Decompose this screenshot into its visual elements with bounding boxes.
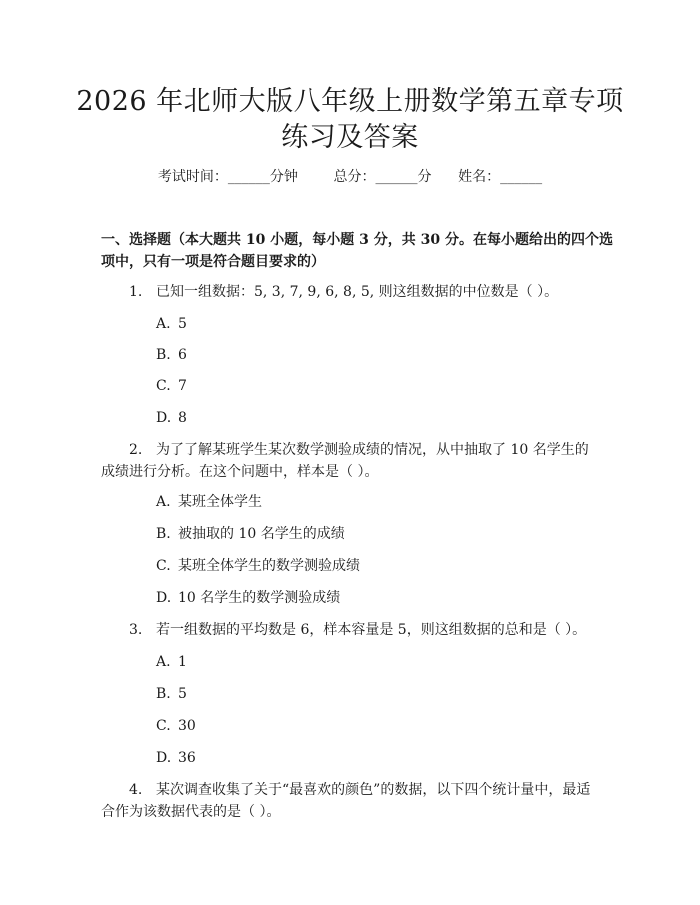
question-text: 为了了解某班学生某次数学测验成绩的情况，从中抽取了 10 名学生的成绩进行分析。在这个问题中，样本是（ ）。: [101, 442, 589, 480]
question-2: [101, 439, 601, 483]
option-1b: B. 6: [156, 347, 187, 363]
score-blank: ______: [375, 169, 418, 185]
option-2d: D. 10 名学生的数学测验成绩: [156, 590, 341, 606]
option-1c: C. 7: [156, 378, 187, 394]
option-1a: A. 5: [156, 316, 187, 332]
score-label: 总分：: [333, 169, 376, 185]
option-3b: B. 5: [156, 686, 187, 702]
question-text: 某次调查收集了关于“最喜欢的颜色”的数据，以下四个统计量中，最适合作为该数据代表的是（ ）。: [101, 782, 591, 820]
option-2c: C. 某班全体学生的数学测验成绩: [156, 558, 360, 574]
option-3a: A. 1: [156, 654, 187, 670]
name-blank: ______: [500, 169, 543, 185]
question-number: 1.: [129, 284, 143, 300]
question-number: 3.: [129, 622, 143, 638]
option-2b: B. 被抽取的 10 名学生的成绩: [156, 526, 345, 542]
page-title-line-2: 练习及答案: [281, 122, 419, 153]
time-blank: ______: [227, 169, 270, 185]
question-4: [101, 779, 601, 823]
option-1d: D. 8: [156, 410, 187, 426]
time-unit: 分钟: [269, 169, 298, 185]
question-number: 4.: [129, 782, 143, 798]
page-title-line-1: 2026 年北师大版八年级上册数学第五章专项: [76, 86, 624, 117]
question-text: 若一组数据的平均数是 6，样本容量是 5，则这组数据的总和是（ ）。: [156, 622, 587, 638]
question-number: 2.: [129, 442, 143, 458]
option-3d: D. 36: [156, 750, 196, 766]
exam-meta: [0, 167, 700, 187]
option-2a: A. 某班全体学生: [156, 494, 262, 510]
question-3: [101, 619, 601, 641]
option-3c: C. 30: [156, 718, 196, 734]
section-heading: 一、选择题（本大题共 10 小题，每小题 3 分，共 30 分。在每小题给出的四个选项中，只有一项是符合题目要求的）: [101, 232, 613, 270]
name-label: 姓名：: [458, 169, 501, 185]
score-unit: 分: [417, 169, 432, 185]
time-label: 考试时间：: [157, 169, 228, 185]
question-text: 已知一组数据：5, 3, 7, 9, 6, 8, 5, 则这组数据的中位数是（ ）。: [156, 284, 559, 300]
question-1: [101, 281, 601, 303]
